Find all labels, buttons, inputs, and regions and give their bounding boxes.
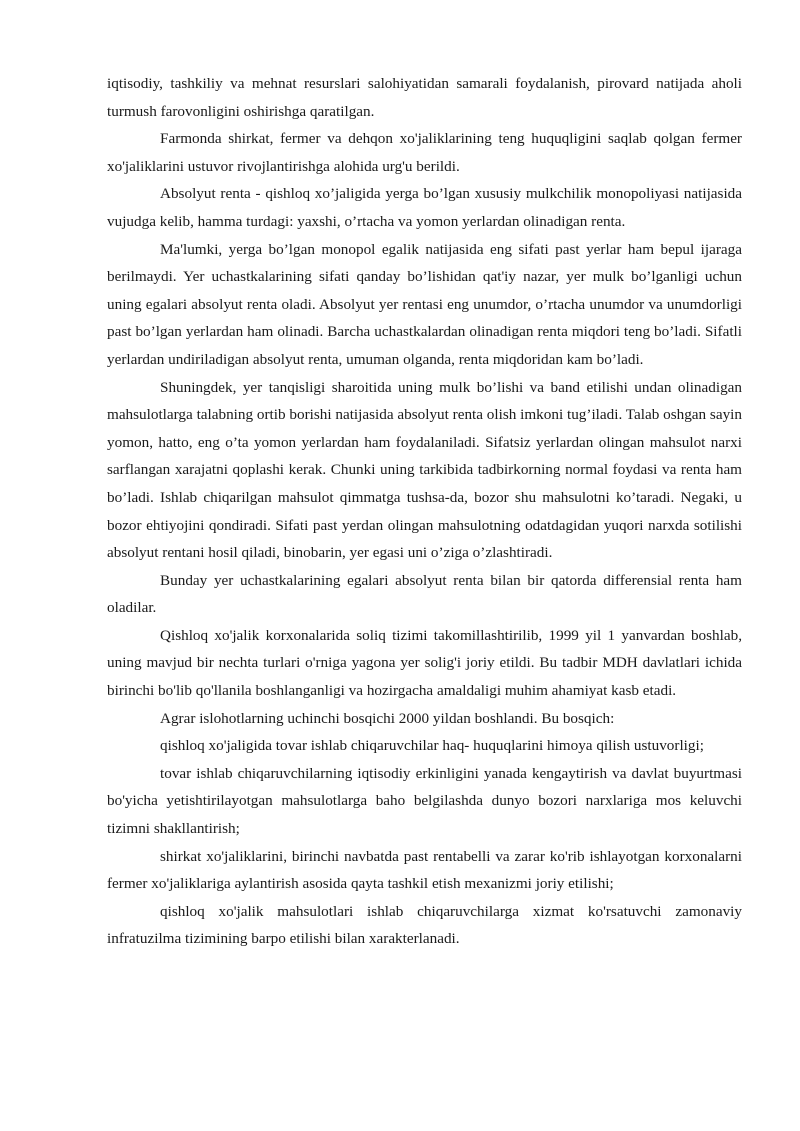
paragraph: iqtisodiy, tashkiliy va mehnat resurslari salohiyatidan samarali foydalanish, pirovard natijada aholi turmush farovonligini oshirishga qaratilgan. xyxy=(107,75,742,120)
paragraph: Shuningdek, yer tanqisligi sharoitida uning mulk bo’lishi va band etilishi undan olinadigan mahsulotlarga talabning ortib borishi natijasida absolyut renta olish imkoni tug’iladi. Talab oshgan sayin yomon, hatto, eng o’ta yomon yerlardan ham foydalaniladi. Sifatsiz yerlardan olingan mahsulot narxi sarflangan xarajatni qoplashi kerak. Chunki uning tarkibida tadbirkorning normal foydasi va renta ham bo’ladi. Ishlab chiqarilgan mahsulot qimmatga tushsa-da, bozor shu mahsulotni ko’taradi. Negaki, u bozor ehtiyojini qondiradi. Sifati past yerdan olingan mahsulotning odatdagidan yuqori narxda sotilishi absolyut rentani hosil qiladi, binobarin, yer egasi uni o’ziga o’zlashtiradi. xyxy=(107,378,742,562)
paragraph: Agrar islohotlarning uchinchi bosqichi 2000 yildan boshlandi. Bu bosqich: xyxy=(160,709,615,727)
paragraph: Farmonda shirkat, fermer va dehqon xo'jaliklarining teng huquqligini saqlab qolgan fermer xo'jaliklarini ustuvor rivojlantirishga alohida urg'u berildi. xyxy=(107,130,742,175)
paragraph: Ma'lumki, yerga bo’lgan monopol egalik natijasida eng sifati past yerlar ham bepul ijaraga berilmaydi. Yer uchastkalarining sifati qanday bo’lishidan qat'iy nazar, yer mulk bo’lganligi uchun uning egalari absolyut renta oladi. Absolyut yer rentasi eng unumdor, o’rtacha unumdor va unumdorligi past bo’lgan yerlardan ham olinadi. Barcha uchastkalardan olinadigan renta miqdori teng bo’ladi. Sifatli yerlardan undiriladigan absolyut renta, umuman olganda, renta miqdoridan kam bo’ladi. xyxy=(107,240,742,368)
paragraph: Absolyut renta - qishloq xo’jaligida yerga bo’lgan xususiy mulkchilik monopoliyasi natijasida vujudga kelib, hamma turdagi: yaxshi, o’rtacha va yomon yerlardan olinadigan renta. xyxy=(107,185,742,230)
list-item: qishloq xo'jaligida tovar ishlab chiqaruvchilar haq- huquqlarini himoya qilish ustuvorligi; xyxy=(160,737,704,755)
list-item: tovar ishlab chiqaruvchilarning iqtisodiy erkinligini yanada kengaytirish va davlat buyurtmasi bo'yicha yetishtirilayotgan mahsulotlarga baho belgilashda dunyo bozori narxlariga mos keluvchi tizimni shakllantirish; xyxy=(107,764,742,838)
list-item: qishloq xo'jalik mahsulotlari ishlab chiqaruvchilarga xizmat ko'rsatuvchi zamonaviy infratuzilma tizimining barpo etilishi bilan xarakterlanadi. xyxy=(107,902,742,948)
list-item: shirkat xo'jaliklarini, birinchi navbatda past rentabelli va zarar ko'rib ishlayotgan korxonalarni fermer xo'jaliklariga aylantirish asosida qayta tashkil etish mexanizmi joriy etilishi; xyxy=(107,847,742,893)
document-page xyxy=(107,70,742,953)
paragraph: Qishloq xo'jalik korxonalarida soliq tizimi takomillashtirilib, 1999 yil 1 yanvardan boshlab, uning mavjud bir nechta turlari o'rniga yagona yer solig'i joriy etildi. Bu tadbir MDH davlatlari ichida birinchi bo'lib qo'llanila boshlanganligi va hozirgacha amaldaligi muhim ahamiyat kasb etadi. xyxy=(107,626,742,700)
paragraph: Bunday yer uchastkalarining egalari absolyut renta bilan bir qatorda differensial renta ham oladilar. xyxy=(107,571,742,617)
